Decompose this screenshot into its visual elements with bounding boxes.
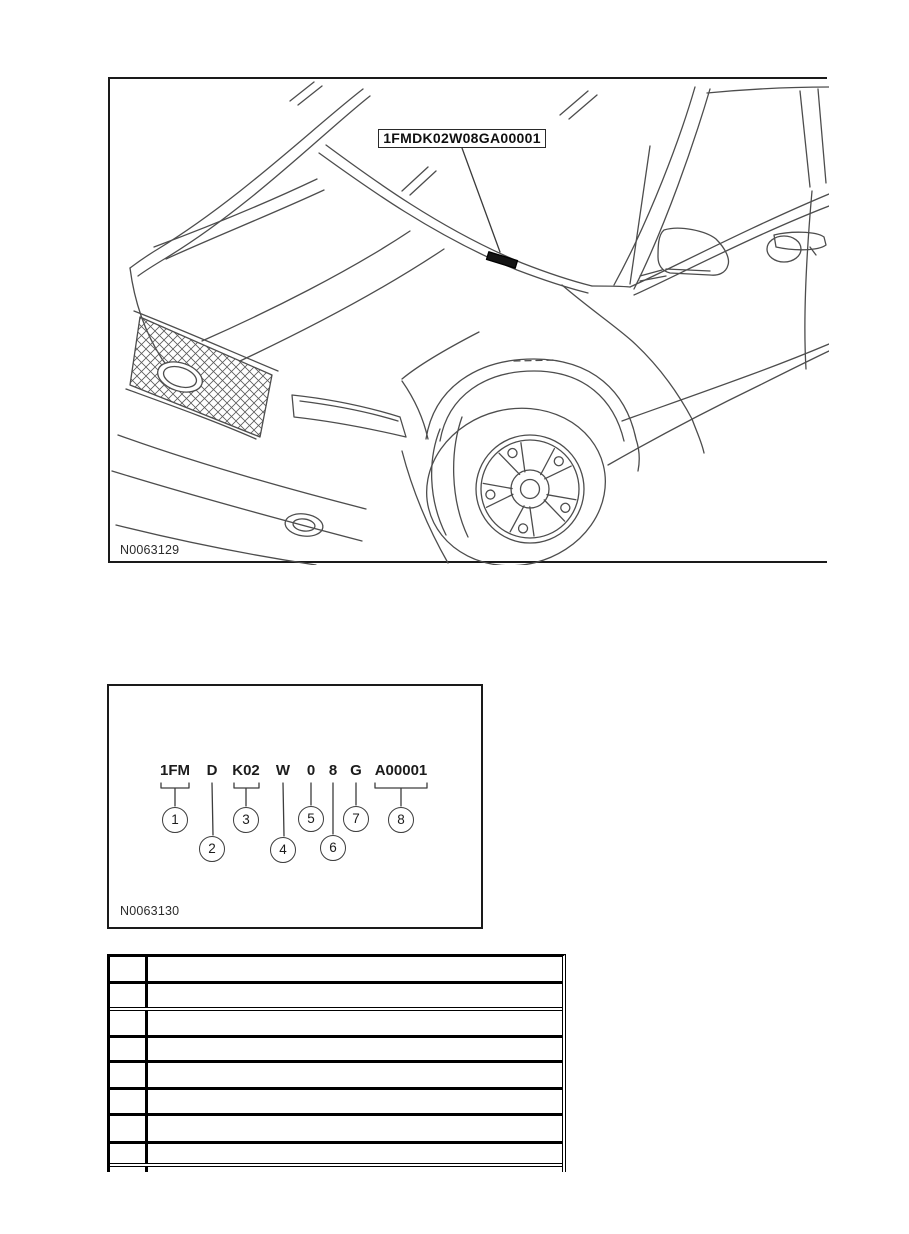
table-cell	[110, 1063, 148, 1087]
table-cell	[148, 1063, 562, 1087]
vin-segment-6: 8	[328, 762, 338, 779]
vin-segment-5: 0	[306, 762, 316, 779]
vin-segment-1: 1FM	[160, 762, 190, 779]
table-cell	[148, 1011, 562, 1035]
table-row	[110, 1038, 562, 1063]
vin-segment-2: D	[206, 762, 218, 779]
table-cell	[148, 1116, 562, 1141]
table-cell	[148, 1038, 562, 1060]
vin-label-box: 1FMDK02W08GA00001	[378, 129, 546, 148]
callout-6: 6	[320, 835, 346, 861]
vin-segment-8: A00001	[374, 762, 428, 779]
table-row	[110, 957, 562, 984]
vin-segment-7: G	[350, 762, 362, 779]
table-cell	[148, 1144, 562, 1163]
callout-4: 4	[270, 837, 296, 863]
callout-2: 2	[199, 836, 225, 862]
callout-5: 5	[298, 806, 324, 832]
vin-callout-lines	[109, 686, 485, 931]
table-cell	[110, 1116, 148, 1141]
table-cell	[148, 957, 562, 981]
table-cell	[110, 984, 148, 1007]
table-row	[110, 1011, 562, 1038]
callout-1: 1	[162, 807, 188, 833]
vin-code-table	[107, 954, 566, 1172]
table-cell	[110, 1038, 148, 1060]
vin-segment-3: K02	[232, 762, 260, 779]
table-cell	[110, 1090, 148, 1113]
vehicle-line-drawing	[110, 79, 829, 565]
table-row	[110, 984, 562, 1011]
figure1-caption: N0063129	[120, 543, 180, 557]
table-cell	[148, 984, 562, 1007]
table-cell	[110, 957, 148, 981]
table-row	[110, 1090, 562, 1116]
figure-vin-location	[108, 77, 827, 563]
figure-vin-breakdown	[107, 684, 483, 929]
figure2-caption: N0063130	[120, 904, 180, 918]
table-row	[110, 1116, 562, 1144]
callout-7: 7	[343, 806, 369, 832]
callout-3: 3	[233, 807, 259, 833]
table-cell	[110, 1144, 148, 1163]
table-cell	[110, 1167, 148, 1172]
table-cell	[148, 1090, 562, 1113]
table-cell	[110, 1011, 148, 1035]
table-row	[110, 1144, 562, 1167]
vin-segment-4: W	[275, 762, 291, 779]
table-row	[110, 1167, 562, 1172]
callout-8: 8	[388, 807, 414, 833]
table-row	[110, 1063, 562, 1090]
table-cell	[148, 1167, 562, 1172]
